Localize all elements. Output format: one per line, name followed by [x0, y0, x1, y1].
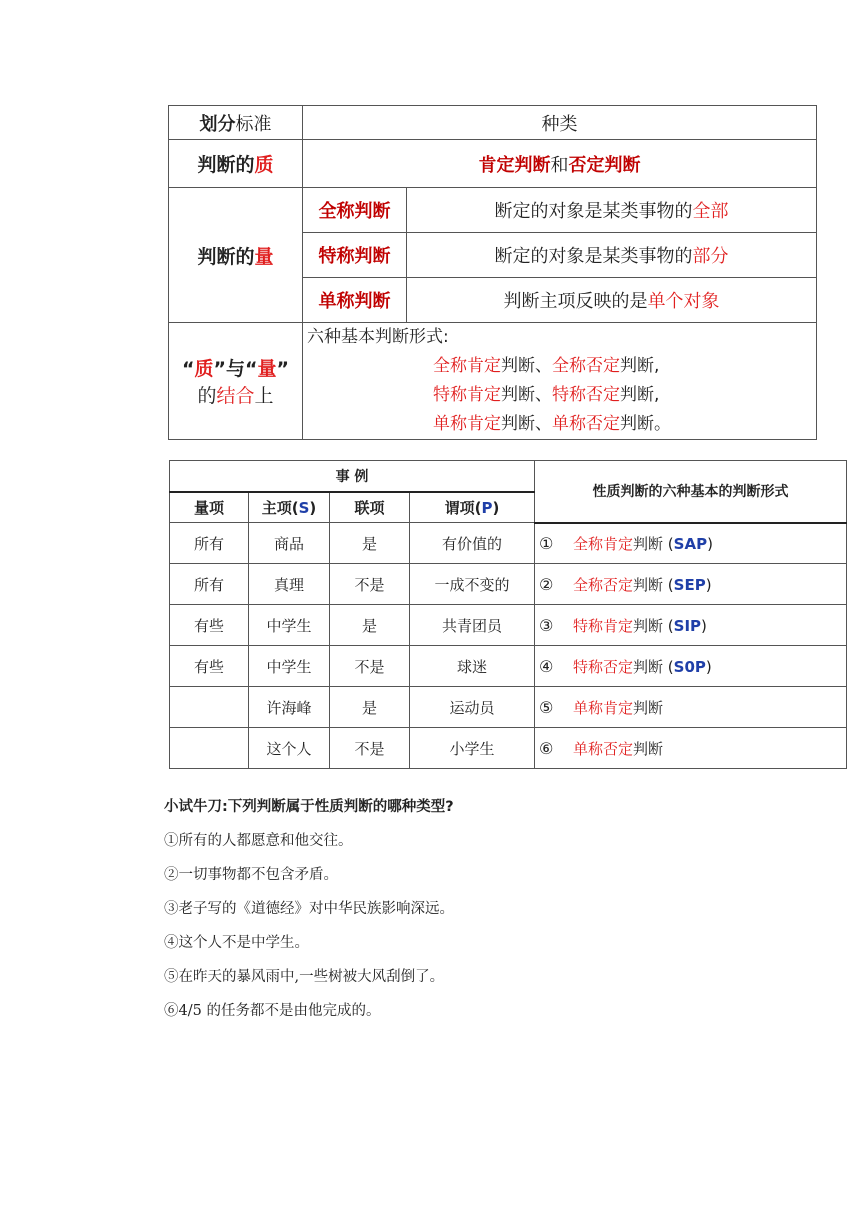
combination-label: [169, 323, 303, 440]
cell-copula: 不是: [330, 728, 410, 769]
cell-quantifier: 所有: [170, 564, 249, 605]
cell-quantifier: 有些: [170, 646, 249, 687]
quantity-name: 全称判断: [303, 188, 407, 233]
table-row: [170, 564, 847, 605]
col-predicate: 谓项(P): [410, 492, 535, 523]
cell-predicate: 一成不变的: [410, 564, 535, 605]
combination-row: [169, 323, 817, 440]
judgment-classification-table: [168, 105, 817, 440]
cell-copula: 不是: [330, 564, 410, 605]
table-row: [170, 728, 847, 769]
quality-row: [169, 140, 817, 188]
combination-intro: 六种基本判断形式:: [307, 327, 449, 347]
cell-form: ⑥ 单称否定判断: [535, 728, 847, 769]
cell-subject: 中学生: [249, 605, 330, 646]
combination-label-line1: “质”与“量”: [181, 358, 289, 380]
exercise-section: [164, 791, 824, 1028]
combination-label-line2: 的结合上: [197, 385, 274, 407]
cell-predicate: 有价值的: [410, 523, 535, 564]
quality-value: 肯定判断和否定判断: [303, 140, 817, 188]
cell-predicate: 运动员: [410, 687, 535, 728]
table-row: [170, 523, 847, 564]
quantity-desc: 断定的对象是某类事物的部分: [407, 233, 817, 278]
combination-line: 单称肯定判断、单称否定判断。: [433, 414, 671, 434]
cell-quantifier: [170, 687, 249, 728]
col-quantifier: 量项: [170, 492, 249, 523]
exercise-item: ⑥4/5 的任务都不是由他完成的。: [164, 1003, 381, 1019]
quality-label: 判断的质: [169, 140, 303, 188]
exercise-item: ④这个人不是中学生。: [164, 935, 309, 951]
table2-title-row: [170, 461, 847, 492]
judgment-forms-table: [169, 460, 847, 769]
cell-form: ④ 特称否定判断 (S0P): [535, 646, 847, 687]
quantity-name: 特称判断: [303, 233, 407, 278]
cell-quantifier: [170, 728, 249, 769]
cell-subject: 这个人: [249, 728, 330, 769]
cell-subject: 中学生: [249, 646, 330, 687]
cell-quantifier: 有些: [170, 605, 249, 646]
exercise-item: ③老子写的《道德经》对中华民族影响深远。: [164, 901, 454, 917]
cell-predicate: 共青团员: [410, 605, 535, 646]
exercise-title: 小试牛刀:下列判断属于性质判断的哪种类型?: [164, 799, 454, 815]
cell-quantifier: 所有: [170, 523, 249, 564]
cell-predicate: 球迷: [410, 646, 535, 687]
exercise-item: ①所有的人都愿意和他交往。: [164, 833, 353, 849]
exercise-item: ②一切事物都不包含矛盾。: [164, 867, 338, 883]
cell-copula: 是: [330, 605, 410, 646]
cell-predicate: 小学生: [410, 728, 535, 769]
quantity-row: [169, 188, 817, 233]
header-type: 种类: [303, 106, 817, 140]
quantity-desc: 断定的对象是某类事物的全部: [407, 188, 817, 233]
quantity-desc: 判断主项反映的是单个对象: [407, 278, 817, 323]
table-row: [170, 605, 847, 646]
quantity-name: 单称判断: [303, 278, 407, 323]
combination-line: 特称肯定判断、特称否定判断,: [433, 385, 660, 405]
cell-subject: 真理: [249, 564, 330, 605]
cell-form: ② 全称否定判断 (SEP): [535, 564, 847, 605]
exercise-item: ⑤在昨天的暴风雨中,一些树被大风刮倒了。: [164, 969, 445, 985]
cell-copula: 是: [330, 687, 410, 728]
cell-form: ⑤ 单称肯定判断: [535, 687, 847, 728]
cell-copula: 是: [330, 523, 410, 564]
cell-copula: 不是: [330, 646, 410, 687]
header-criterion: 划分标准: [169, 106, 303, 140]
cell-subject: 商品: [249, 523, 330, 564]
cell-form: ① 全称肯定判断 (SAP): [535, 523, 847, 564]
quantity-label: 判断的量: [169, 188, 303, 323]
cell-subject: 许海峰: [249, 687, 330, 728]
table-row: [170, 646, 847, 687]
col-subject: 主项(S): [249, 492, 330, 523]
table1-header-row: [169, 106, 817, 140]
forms-title: 性质判断的六种基本的判断形式: [535, 461, 847, 523]
combination-forms: [303, 323, 817, 440]
cell-form: ③ 特称肯定判断 (SIP): [535, 605, 847, 646]
example-title: 事 例: [170, 461, 535, 492]
col-copula: 联项: [330, 492, 410, 523]
table-row: [170, 687, 847, 728]
combination-line: 全称肯定判断、全称否定判断,: [433, 356, 660, 376]
